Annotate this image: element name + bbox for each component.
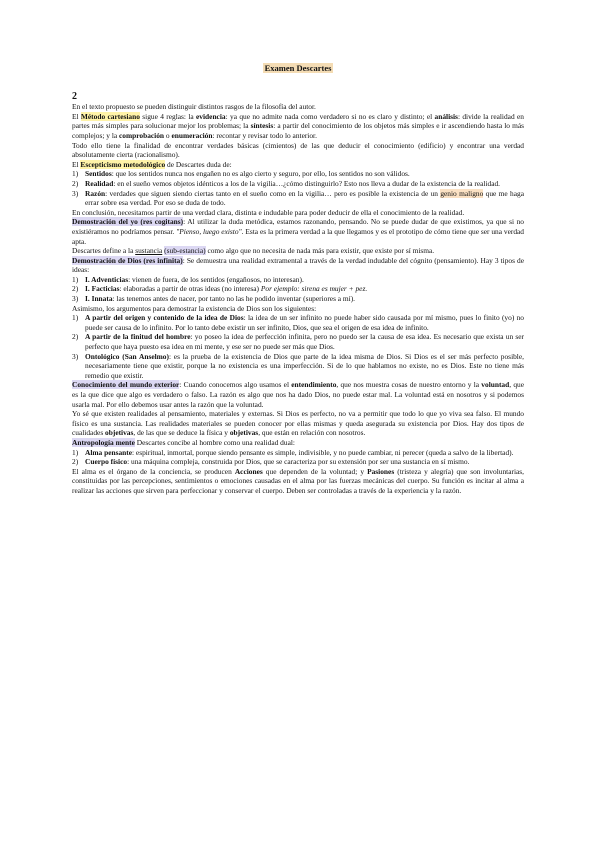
list-item: 1) A partir del origen y contenido de la idea de Dios: la idea de un ser infinito no puede haber sido causada por mí mismo, pues lo finito (yo) no puede ser causa de lo infinito. Por lo tanto debe existir un ser infinito, Dios, que sea el origen de esa idea de infinito. [72, 313, 524, 332]
list-item: 2) I. Facticias: elaboradas a partir de otras ideas (no interesa) Por ejemplo: sirena es mujer + pez. [72, 284, 368, 294]
list-item: 2) Cuerpo físico: una máquina compleja, construida por Dios, que se caracteriza por su extensión por ser una sustancia en sí mismo. [72, 457, 470, 467]
alma-paragraph: El alma es el órgano de la conciencia, se producen Acciones que dependen de la voluntad; y Pasiones (tristeza y alegría) que son involuntarias, constituidas por las percepciones, sentimientos o emociones causadas en el alma por las fuerzas mecánicas del cuerpo. Su función es incitar al alma a realizar las acciones que sirven para perfeccionar y conservar el cuerpo. Deben ser controladas a través de la experiencia y la razón. [72, 466, 524, 495]
list-item: 3) I. Innata: las tenemos antes de nacer, por tanto no las he podido inventar (superiores a mí). [72, 294, 356, 304]
mundo-paragraph: Conocimiento del mundo exterior: Cuando conocemos algo usamos el entendimiento, que nos muestra cosas de nuestro entorno y la voluntad, que es la que dice que algo es verdadero o falso. La razón es algo que nos ha dado Dios, no puede estar mal. La voluntad está en nosotros y si podemos usarla mal. Por ello debemos usar antes la razón que la voluntad. [72, 380, 524, 409]
list-item: 1) Alma pensante: espiritual, inmortal, porque siendo pensante es simple, indivisible, y no puede cambiar, ni perecer (queda a salvo de la libertad). [72, 447, 514, 457]
list-item: 3) Ontológico (San Anselmo): es la prueba de la existencia de Dios que parte de la idea misma de Dios. Si Dios es el ser más perfecto posible, necesariamente tiene que existir, porque la no existencia es una imperfección. Si de lo que hablamos no existe, no es Dios. Este no tiene más remedio que existir. [72, 351, 524, 380]
realidades-paragraph: Yo sé que existen realidades al pensamiento, materiales y externas. Si Dios es perfecto, no va a permitir que todo lo que yo viva sea falso. El mundo físico es una sustancia. Las realidades materiales se pueden conocer por ellas mismas y queda asegurada su existencia por Dios. Hay dos tipos de cualidades objetivas, de las que se deduce la física y objetivas, que están en relación con nosotros. [72, 409, 524, 438]
finalidad-paragraph: Todo ello tiene la finalidad de encontrar verdades básicas (cimientos) de las que deducir el conocimiento (edificio) y encontrar una verdad absolutamente cierta (racionalismo). [72, 140, 524, 160]
list-item: 2) Realidad: en el sueño vemos objetos idénticos a los de la vigilia…¿cómo distinguirlo? Esto nos lleva a dudar de la existencia de la realidad. [72, 178, 501, 188]
intro-paragraph: En el texto propuesto se pueden distinguir distintos rasgos de la filosofía del autor. [72, 102, 316, 112]
document-page [72, 64, 524, 496]
asimismo-paragraph: Asimismo, los argumentos para demostrar la existencia de Dios son los siguientes: [72, 303, 317, 313]
list-item: 3) Razón: verdades que siguen siendo ciertas tanto en el sueño como en la vigilia… pero es posible la existencia de un genio maligno que me haga errar sobre esa verdad. Por eso se duda de todo. [72, 188, 524, 208]
list-item: 2) A partir de la finitud del hombre: yo poseo la idea de perfección infinita, pero no puedo ser la causa de esa idea. Es necesario que exista un ser perfecto que haya puesto esa idea en mi mente, y ese ser no puede ser más que Dios. [72, 332, 524, 352]
section-number: 2 [72, 90, 77, 102]
dios-paragraph: Demostración de Dios (res infinita): Se demuestra una realidad extramental a través de la verdad indudable del cógnito (pensamiento). Hay 3 tipos de ideas: [72, 255, 525, 275]
antropologia-paragraph: Antropología mente Descartes concibe al hombre como una realidad dual: [72, 437, 295, 447]
sustancia-paragraph: Descartes define a la sustancia (sub-estancia) como algo que no necesita de nada más para existir, que existe por sí misma. [72, 246, 435, 256]
list-item: 1) I. Adventicias: vienen de fuera, de los sentidos (engañosos, no interesan). [72, 274, 304, 284]
escepticismo-paragraph: El Escepticismo metodológico de Descartes duda de: [72, 159, 232, 169]
document-title: Examen Descartes [264, 63, 332, 73]
metodo-paragraph: El Método cartesiano sigue 4 reglas: la evidencia: ya que no admite nada como verdadero si no es claro y distinto; el análisis: divide la realidad en partes más simples para solucionar mejor los problemas; la síntesis: a partir del conocimiento de los objetos más simples e ir ascendiendo hasta lo más complejos; y la comprobación o enumeración: recontar y revisar todo lo anterior. [72, 111, 524, 140]
conclusion-paragraph: En conclusión, necesitamos partir de una verdad clara, distinta e indudable para poder deducir de ella el conocimiento de la realidad. [72, 207, 465, 217]
list-item: 1) Sentidos: que los sentidos nunca nos engañen no es algo cierto y seguro, por ello, los sentidos no son válidos. [72, 169, 410, 179]
yo-paragraph: Demostración del yo (res cogitans): Al utilizar la duda metódica, estamos razonando, pensando. No se puede dudar de que existimos, ya que si no existiéramos no podríamos pensar. "Pienso, luego existo". Esta es la primera verdad a la que llegamos y es el prototipo de cómo tiene que ser una verdad apta. [72, 217, 524, 246]
